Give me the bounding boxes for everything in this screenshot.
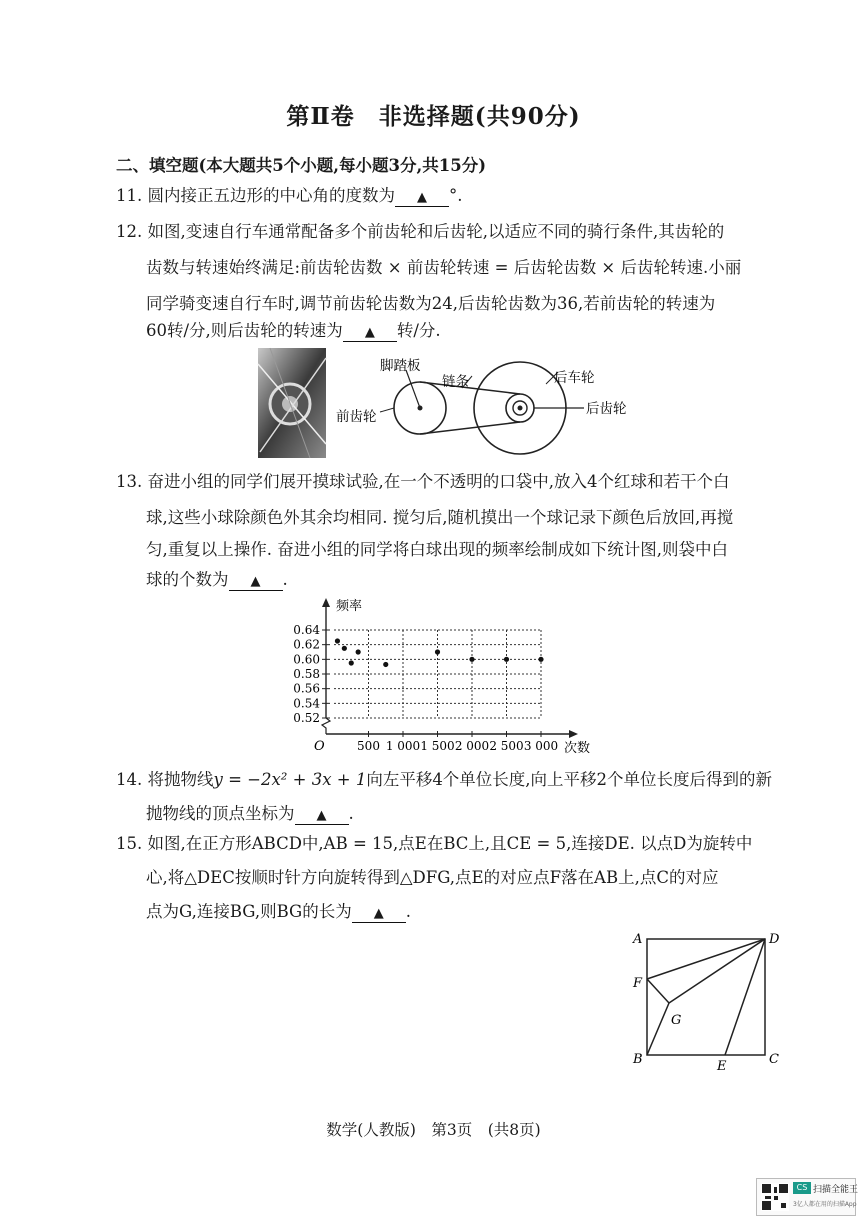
- bicycle-photo: [258, 348, 326, 458]
- chart-grid: [334, 630, 541, 718]
- q12-line-4-text: 60转/分,则后齿轮的转速为: [146, 321, 343, 340]
- page-title: 第Ⅱ卷 非选择题(共90分): [286, 103, 581, 130]
- y-tick-label: 0.58: [293, 667, 320, 681]
- data-point: [342, 646, 347, 651]
- q12-line-3: 同学骑变速自行车时,调节前齿轮齿数为24,后齿轮齿数为36,若前齿轮的转速为: [146, 294, 716, 313]
- data-point: [504, 657, 509, 662]
- y-tick-label: 0.56: [293, 681, 320, 696]
- point-a-label: A: [633, 932, 643, 947]
- square-figure: [625, 925, 785, 1075]
- q13-line-4: [146, 562, 288, 598]
- data-point: [538, 657, 543, 662]
- q13-line-4-end: .: [282, 570, 288, 589]
- chart-labels: [293, 598, 590, 756]
- data-point: [383, 662, 388, 667]
- qr-code-icon: [761, 1183, 789, 1211]
- section-heading: 二、填空题(本大题共5个小题,每小题3分,共15分): [116, 156, 487, 175]
- x-axis-label: 次数: [564, 741, 591, 756]
- answer-blank: ▲: [395, 190, 449, 207]
- answer-blank: ▲: [352, 906, 406, 923]
- x-tick-label: 3 000: [523, 739, 559, 753]
- scanner-logo: CS: [793, 1182, 811, 1194]
- segment-fg: [647, 979, 669, 1003]
- q13-line-4-text: 球的个数为: [146, 570, 229, 589]
- page-footer: 数学(人教版) 第3页 (共8页): [326, 1121, 541, 1139]
- q12-line-2: 齿数与转速始终满足:前齿轮齿数 × 前齿轮转速 = 后齿轮齿数 × 后齿轮转速.小丽: [146, 258, 742, 277]
- gear-figure: [250, 344, 650, 462]
- question-11: [116, 178, 463, 214]
- origin-label: O: [314, 739, 325, 754]
- q11-unit: °.: [449, 186, 463, 205]
- q14-parabola-expression: y = −2x² + 3x + 1: [213, 770, 367, 789]
- q15-line-3-end: .: [405, 902, 411, 921]
- point-e-label: E: [717, 1059, 727, 1074]
- answer-blank: ▲: [343, 325, 397, 342]
- pedal-label: 脚踏板: [380, 358, 421, 374]
- chain-line: [420, 382, 520, 394]
- chain-label: 链条: [442, 374, 469, 390]
- answer-blank: ▲: [295, 808, 349, 825]
- x-axis-arrow: [569, 730, 578, 738]
- point-d-label: D: [769, 932, 780, 947]
- point-c-label: C: [769, 1052, 779, 1067]
- chart-axes: [322, 598, 578, 738]
- q15-line-3-text: 点为G,连接BG,则BG的长为: [146, 902, 352, 921]
- q14-line-1-text: 14. 将抛物线: [116, 770, 214, 789]
- square-abcd: [647, 939, 765, 1055]
- rear-gear-label: 后齿轮: [586, 401, 627, 417]
- y-tick-label: 0.60: [293, 652, 320, 667]
- y-tick-label: 0.52: [293, 711, 320, 725]
- frequency-chart: [290, 594, 600, 758]
- data-point: [356, 649, 361, 654]
- x-tick-label: 2 500: [489, 739, 524, 753]
- front-gear-label: 前齿轮: [336, 409, 377, 425]
- data-point: [469, 657, 474, 662]
- segment-dg: [669, 939, 765, 1003]
- y-axis-break: [322, 718, 330, 734]
- q11-text: 11. 圆内接正五边形的中心角的度数为: [116, 186, 395, 205]
- y-tick-label: 0.62: [293, 637, 320, 652]
- y-axis-label: 频率: [336, 599, 363, 614]
- y-axis-arrow: [322, 598, 330, 607]
- point-f-label: F: [633, 976, 643, 991]
- q13-line-3: 匀,重复以上操作. 奋进小组的同学将白球出现的频率绘制成如下统计图,则袋中白: [146, 540, 728, 559]
- q12-line-1: 12. 如图,变速自行车通常配备多个前齿轮和后齿轮,以适应不同的骑行条件,其齿轮的: [116, 222, 725, 241]
- q13-line-1: 13. 奋进小组的同学们展开摸球试验,在一个不透明的口袋中,放入4个红球和若干个白: [116, 472, 730, 491]
- segment-df: [647, 939, 765, 979]
- q14-line-1-rest: 向左平移4个单位长度,向上平移2个单位长度后得到的新: [366, 770, 773, 789]
- data-point: [349, 660, 354, 665]
- rear-wheel-label: 后车轮: [554, 370, 595, 386]
- q15-line-2: 心,将△DEC按顺时针方向旋转得到△DFG,点E的对应点F落在AB上,点C的对应: [146, 868, 719, 887]
- q12-line-4-unit: 转/分.: [396, 321, 441, 340]
- q14-line-2-end: .: [348, 804, 354, 823]
- scanner-tagline: 3亿人都在用的扫描App: [793, 1201, 857, 1208]
- x-tick-label: 1 000: [385, 739, 421, 753]
- point-g-label: G: [671, 1013, 682, 1028]
- point-b-label: B: [633, 1052, 643, 1067]
- data-point: [335, 638, 340, 643]
- y-tick-label: 0.54: [293, 696, 320, 711]
- x-tick-label: 500: [357, 739, 380, 753]
- segment-de: [725, 939, 765, 1055]
- segment-bg: [647, 1003, 669, 1055]
- q13-line-2: 球,这些小球除颜色外其余均相同. 搅匀后,随机摸出一个球记录下颜色后放回,再搅: [146, 508, 734, 527]
- q15-line-3: [146, 894, 411, 930]
- q14-line-1: [116, 762, 772, 798]
- data-point: [435, 649, 440, 654]
- scanner-app-name: 扫描全能王: [813, 1185, 859, 1195]
- chart-points: [335, 638, 544, 667]
- x-tick-label: 1 500: [420, 739, 455, 753]
- q14-line-2-text: 抛物线的顶点坐标为: [146, 804, 295, 823]
- x-tick-label: 2 000: [454, 739, 490, 753]
- q15-line-1: 15. 如图,在正方形ABCD中,AB = 15,点E在BC上,且CE = 5,连接DE. 以点D为旋转中: [116, 834, 753, 853]
- y-tick-label: 0.64: [293, 623, 320, 637]
- answer-blank: ▲: [229, 574, 283, 591]
- scanner-watermark: [756, 1178, 859, 1216]
